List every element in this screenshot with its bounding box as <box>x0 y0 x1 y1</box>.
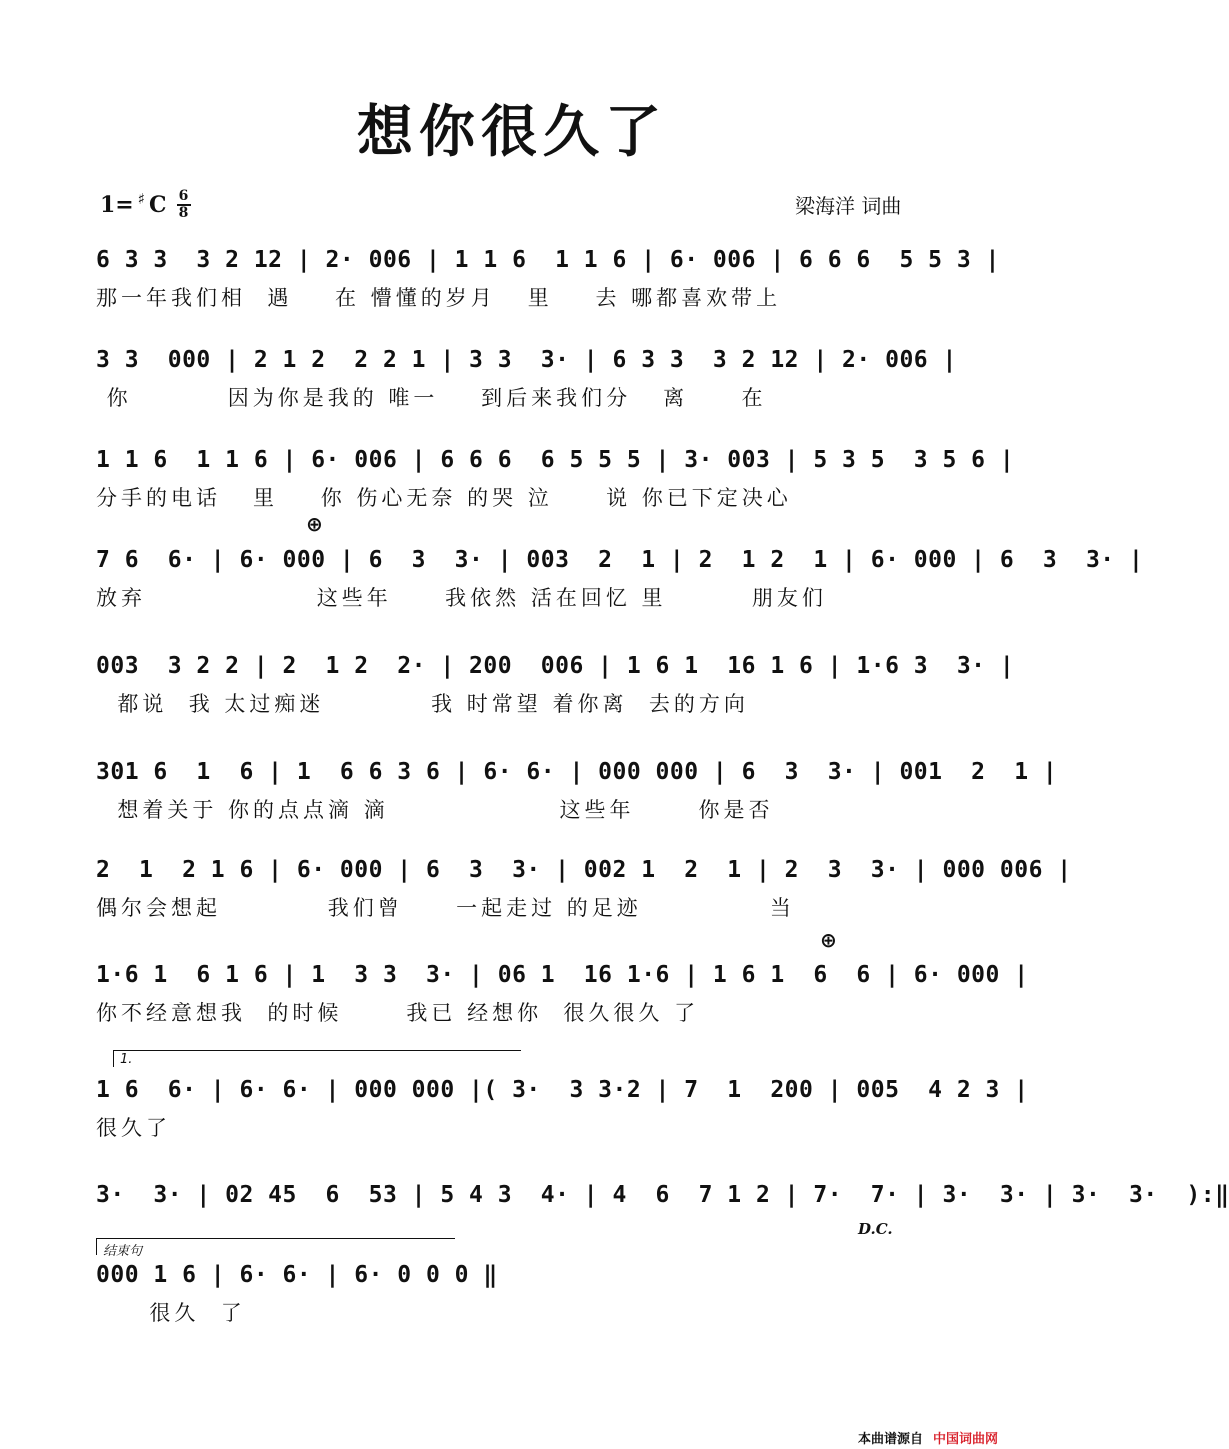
credit: 梁海洋 词曲 <box>795 194 902 218</box>
key-prefix: 1= <box>100 192 134 218</box>
notation-line: 1 1 6 1 1 6 | 6· 006 | 6 6 6 6 5 5 5 | 3· 003 | 5 3 5 3 5 6 | <box>96 447 1015 473</box>
notation-line: 3· 3· | 02 45 6 53 | 5 4 3 4· | 4 6 7 1 2 | 7· 7· | 3· 3· | 3· 3· ):‖ <box>96 1182 1229 1208</box>
score-row-2 <box>96 340 957 450</box>
lyrics-line: 你不经意想我 的时候 我已 经想你 很久很久 了 <box>96 1001 700 1025</box>
notation-line: 3 3 000 | 2 1 2 2 2 1 | 3 3 3· | 6 3 3 3 2 12 | 2· 006 | <box>96 347 957 373</box>
notation-line: 7 6 6· | 6· 000 | 6 3 3· | 003 2 1 | 2 1 2 1 | 6· 000 | 6 3 3· | <box>96 547 1144 573</box>
score-row-7 <box>96 850 1072 960</box>
lyrics-line: 那一年我们相 遇 在 懵懂的岁月 里 去 哪都喜欢带上 <box>96 286 782 310</box>
notation-line: 000 1 6 | 6· 6· | 6· 0 0 0 ‖ <box>96 1262 498 1288</box>
volta-bracket <box>113 1050 521 1067</box>
notation-line: 301 6 1 6 | 1 6 6 3 6 | 6· 6· | 000 000 | 6 3 3· | 001 2 1 | <box>96 759 1058 785</box>
source-footer <box>858 1428 998 1447</box>
score-row-1 <box>96 240 1000 350</box>
time-bottom: 8 <box>178 205 189 221</box>
lyrics-line: 很久 了 <box>96 1301 246 1325</box>
score-row-3 <box>96 440 1014 550</box>
time-top: 6 <box>178 188 189 204</box>
source-site: 中国词曲网 <box>933 1432 999 1447</box>
score-row-11 <box>96 1255 498 1365</box>
notation-line: 003 3 2 2 | 2 1 2 2· | 200 006 | 1 6 1 16 1 6 | 1·6 3 3· | <box>96 653 1015 679</box>
ending-bracket <box>96 1238 455 1259</box>
score-row-4 <box>96 540 1143 650</box>
notation-line: 2 1 2 1 6 | 6· 000 | 6 3 3· | 002 1 2 1 | 2 3 3· | 000 006 | <box>96 857 1072 883</box>
score-row-5 <box>96 646 1014 756</box>
time-signature <box>177 190 191 220</box>
sharp-symbol: ♯ <box>137 190 146 208</box>
score-row-8 <box>96 955 1029 1065</box>
volta-label: 1. <box>120 1052 133 1067</box>
source-prefix: 本曲谱源自 <box>858 1432 924 1447</box>
dc-marking: D.C. <box>858 1220 893 1238</box>
notation-line: 6 3 3 3 2 12 | 2· 006 | 1 1 6 1 1 6 | 6· 006 | 6 6 6 5 5 3 | <box>96 247 1000 273</box>
key-letter: C <box>149 192 167 218</box>
segno-symbol: ⊕ <box>306 512 323 536</box>
ending-label: 结束句 <box>103 1244 143 1259</box>
key-signature <box>100 190 191 220</box>
lyrics-line: 放弃 这些年 我依然 活在回忆 里 朋友们 <box>96 586 827 610</box>
lyrics-line: 很久了 <box>96 1116 171 1140</box>
lyrics-line: 想着关于 你的点点滴 滴 这些年 你是否 <box>96 798 774 822</box>
lyrics-line: 都说 我 太过痴迷 我 时常望 着你离 去的方向 <box>96 692 749 716</box>
page-title: 想你很久了 <box>357 99 667 165</box>
lyrics-line: 分手的电话 里 你 伤心无奈 的哭 泣 说 你已下定决心 <box>96 486 792 510</box>
score-row-6 <box>96 752 1057 862</box>
lyrics-line: 偶尔会想起 我们曾 一起走过 的足迹 当 <box>96 896 795 920</box>
notation-line: 1 6 6· | 6· 6· | 000 000 |( 3· 3 3·2 | 7 1 200 | 005 4 2 3 | <box>96 1077 1029 1103</box>
score-row-9 <box>96 1070 1029 1180</box>
notation-line: 1·6 1 6 1 6 | 1 3 3 3· | 06 1 16 1·6 | 1 6 1 6 6 | 6· 000 | <box>96 962 1029 988</box>
lyrics-line: 你 因为你是我的 唯一 到后来我们分 离 在 <box>96 386 767 410</box>
segno-symbol-2: ⊕ <box>820 928 837 952</box>
